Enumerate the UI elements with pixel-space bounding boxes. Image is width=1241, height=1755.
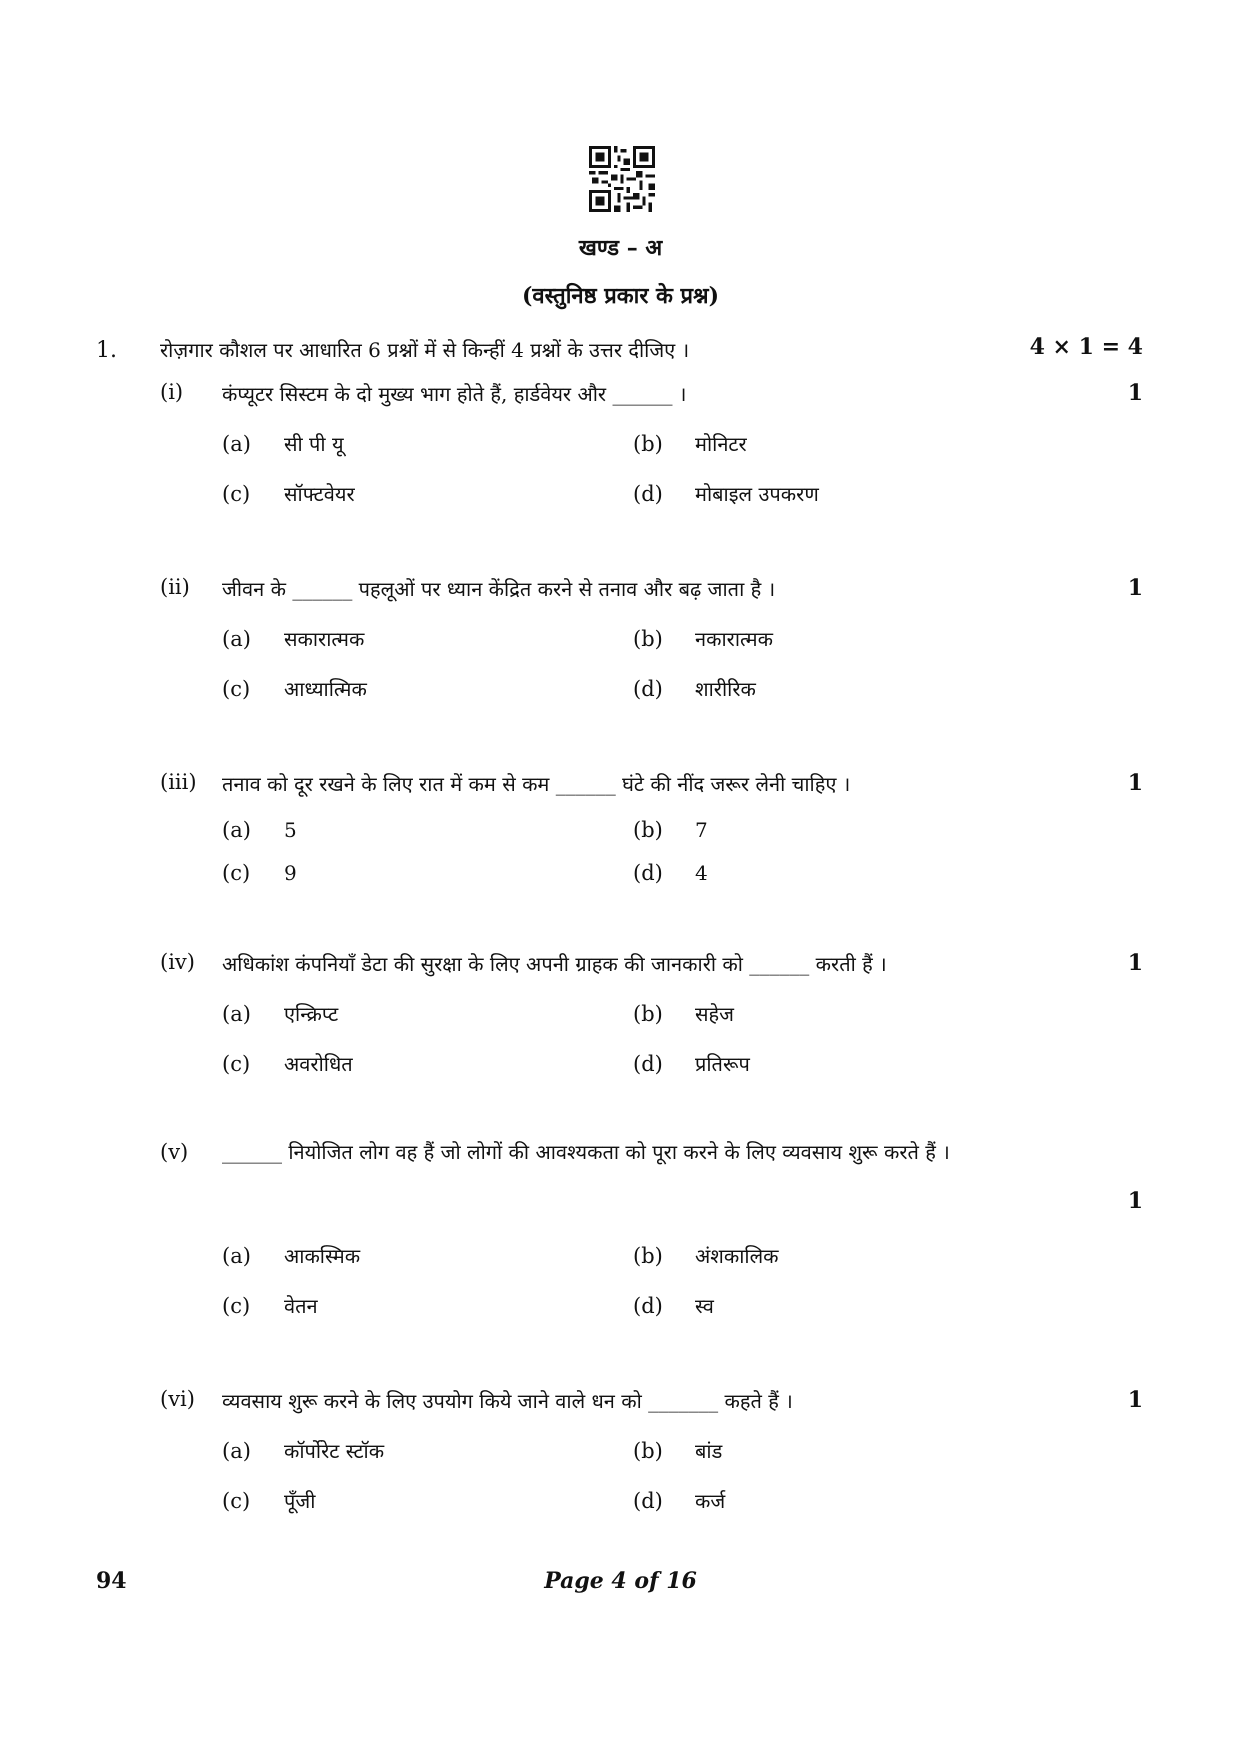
- subquestion-text: व्यवसाय शुरू करने के लिए उपयोग किये जाने वाले धन को _______ कहते हैं ।: [222, 1389, 793, 1413]
- option-c: [222, 1487, 315, 1514]
- option-label: (d): [633, 1052, 663, 1076]
- option-d: [633, 675, 756, 702]
- option-text: आकस्मिक: [284, 1244, 361, 1268]
- option-label: (a): [222, 1244, 251, 1268]
- option-label: (b): [633, 818, 663, 842]
- subquestion-text: कंप्यूटर सिस्टम के दो मुख्य भाग होते हैं, हार्डवेयर और ______ ।: [222, 382, 687, 406]
- option-d: [633, 861, 708, 885]
- option-text: 7: [695, 818, 708, 842]
- option-d: [633, 1292, 714, 1319]
- option-text: वेतन: [284, 1294, 318, 1318]
- option-label: (c): [222, 1052, 251, 1076]
- option-label: (d): [633, 677, 663, 701]
- subquestion-text: तनाव को दूर रखने के लिए रात में कम से कम ______ घंटे की नींद जरूर लेनी चाहिए ।: [222, 772, 851, 796]
- option-label: (c): [222, 861, 251, 885]
- option-text: सॉफ्टवेयर: [284, 482, 355, 506]
- subquestion-text: ______ नियोजित लोग वह हैं जो लोगों की आवश्यकता को पूरा करने के लिए व्यवसाय शुरू करते हैं ।: [222, 1140, 950, 1164]
- subquestion-marks: 1: [1127, 1387, 1143, 1413]
- option-text: सकारात्मक: [284, 627, 365, 651]
- subquestion-number: (vi): [160, 1387, 195, 1411]
- option-label: (c): [222, 1294, 251, 1318]
- option-text: सी पी यू: [284, 432, 344, 456]
- paper-code: 94: [96, 1568, 127, 1594]
- option-text: पूँजी: [284, 1489, 316, 1513]
- subquestion-marks: 1: [1127, 950, 1143, 976]
- option-d: [633, 1050, 750, 1077]
- subquestion-number: (iv): [160, 950, 195, 974]
- option-text: 4: [695, 861, 708, 885]
- section-title: खण्ड – अ: [578, 235, 663, 261]
- option-label: (d): [633, 861, 663, 885]
- option-c: [222, 675, 367, 702]
- question-marks: 4 × 1 = 4: [1029, 334, 1143, 360]
- option-label: (c): [222, 1489, 251, 1513]
- option-c: [222, 1292, 318, 1319]
- option-label: (a): [222, 1439, 251, 1463]
- option-label: (a): [222, 1002, 251, 1026]
- section-subtitle: (वस्तुनिष्ठ प्रकार के प्रश्न): [521, 283, 720, 309]
- subquestion-marks: 1: [1127, 1188, 1143, 1214]
- option-text: 9: [284, 861, 297, 885]
- question-number: 1.: [96, 338, 117, 363]
- option-text: आध्यात्मिक: [284, 677, 367, 701]
- option-label: (b): [633, 1244, 663, 1268]
- option-c: [222, 861, 297, 885]
- option-a: [222, 1000, 338, 1027]
- option-label: (d): [633, 482, 663, 506]
- option-b: [633, 430, 747, 457]
- option-b: [633, 625, 773, 652]
- option-text: अंशकालिक: [695, 1244, 779, 1268]
- option-label: (c): [222, 482, 251, 506]
- page-number: Page 4 of 16: [544, 1568, 697, 1594]
- option-label: (a): [222, 432, 251, 456]
- option-text: बांड: [695, 1439, 723, 1463]
- subquestion-number: (ii): [160, 575, 190, 599]
- option-text: स्व: [695, 1294, 714, 1318]
- subquestion-number: (v): [160, 1140, 189, 1164]
- option-a: [222, 430, 344, 457]
- option-text: मोबाइल उपकरण: [695, 482, 819, 506]
- option-text: कर्ज: [695, 1489, 726, 1513]
- option-text: 5: [284, 818, 297, 842]
- option-text: अवरोधित: [284, 1052, 353, 1076]
- option-label: (c): [222, 677, 251, 701]
- option-b: [633, 1242, 779, 1269]
- option-a: [222, 818, 297, 842]
- option-b: [633, 818, 708, 842]
- option-text: सहेज: [695, 1002, 734, 1026]
- subquestion-text: अधिकांश कंपनियाँ डेटा की सुरक्षा के लिए अपनी ग्राहक की जानकारी को ______ करती हैं ।: [222, 952, 887, 976]
- option-d: [633, 1487, 725, 1514]
- subquestion-marks: 1: [1127, 380, 1143, 406]
- option-d: [633, 480, 819, 507]
- option-label: (b): [633, 432, 663, 456]
- subquestion-marks: 1: [1127, 575, 1143, 601]
- option-label: (b): [633, 1439, 663, 1463]
- option-a: [222, 1242, 360, 1269]
- option-text: नकारात्मक: [695, 627, 773, 651]
- subquestion-text: जीवन के ______ पहलूओं पर ध्यान केंद्रित करने से तनाव और बढ़ जाता है ।: [222, 577, 776, 601]
- option-b: [633, 1437, 722, 1464]
- option-text: प्रतिरूप: [695, 1052, 750, 1076]
- option-label: (d): [633, 1489, 663, 1513]
- option-label: (a): [222, 627, 251, 651]
- option-label: (b): [633, 627, 663, 651]
- option-label: (d): [633, 1294, 663, 1318]
- option-text: शारीरिक: [695, 677, 756, 701]
- option-b: [633, 1000, 734, 1027]
- option-text: एन्क्रिप्ट: [284, 1002, 339, 1026]
- option-c: [222, 480, 355, 507]
- option-label: (a): [222, 818, 251, 842]
- option-text: मोनिटर: [695, 432, 747, 456]
- qr-code: [589, 146, 655, 212]
- option-a: [222, 625, 364, 652]
- option-text: कॉर्पोरेट स्टॉक: [284, 1439, 385, 1463]
- subquestion-number: (iii): [160, 770, 197, 794]
- subquestion-marks: 1: [1127, 770, 1143, 796]
- option-a: [222, 1437, 384, 1464]
- subquestion-number: (i): [160, 380, 184, 404]
- option-label: (b): [633, 1002, 663, 1026]
- question-instruction: रोज़गार कौशल पर आधारित 6 प्रश्नों में से किन्हीं 4 प्रश्नों के उत्तर दीजिए ।: [160, 338, 690, 362]
- option-c: [222, 1050, 353, 1077]
